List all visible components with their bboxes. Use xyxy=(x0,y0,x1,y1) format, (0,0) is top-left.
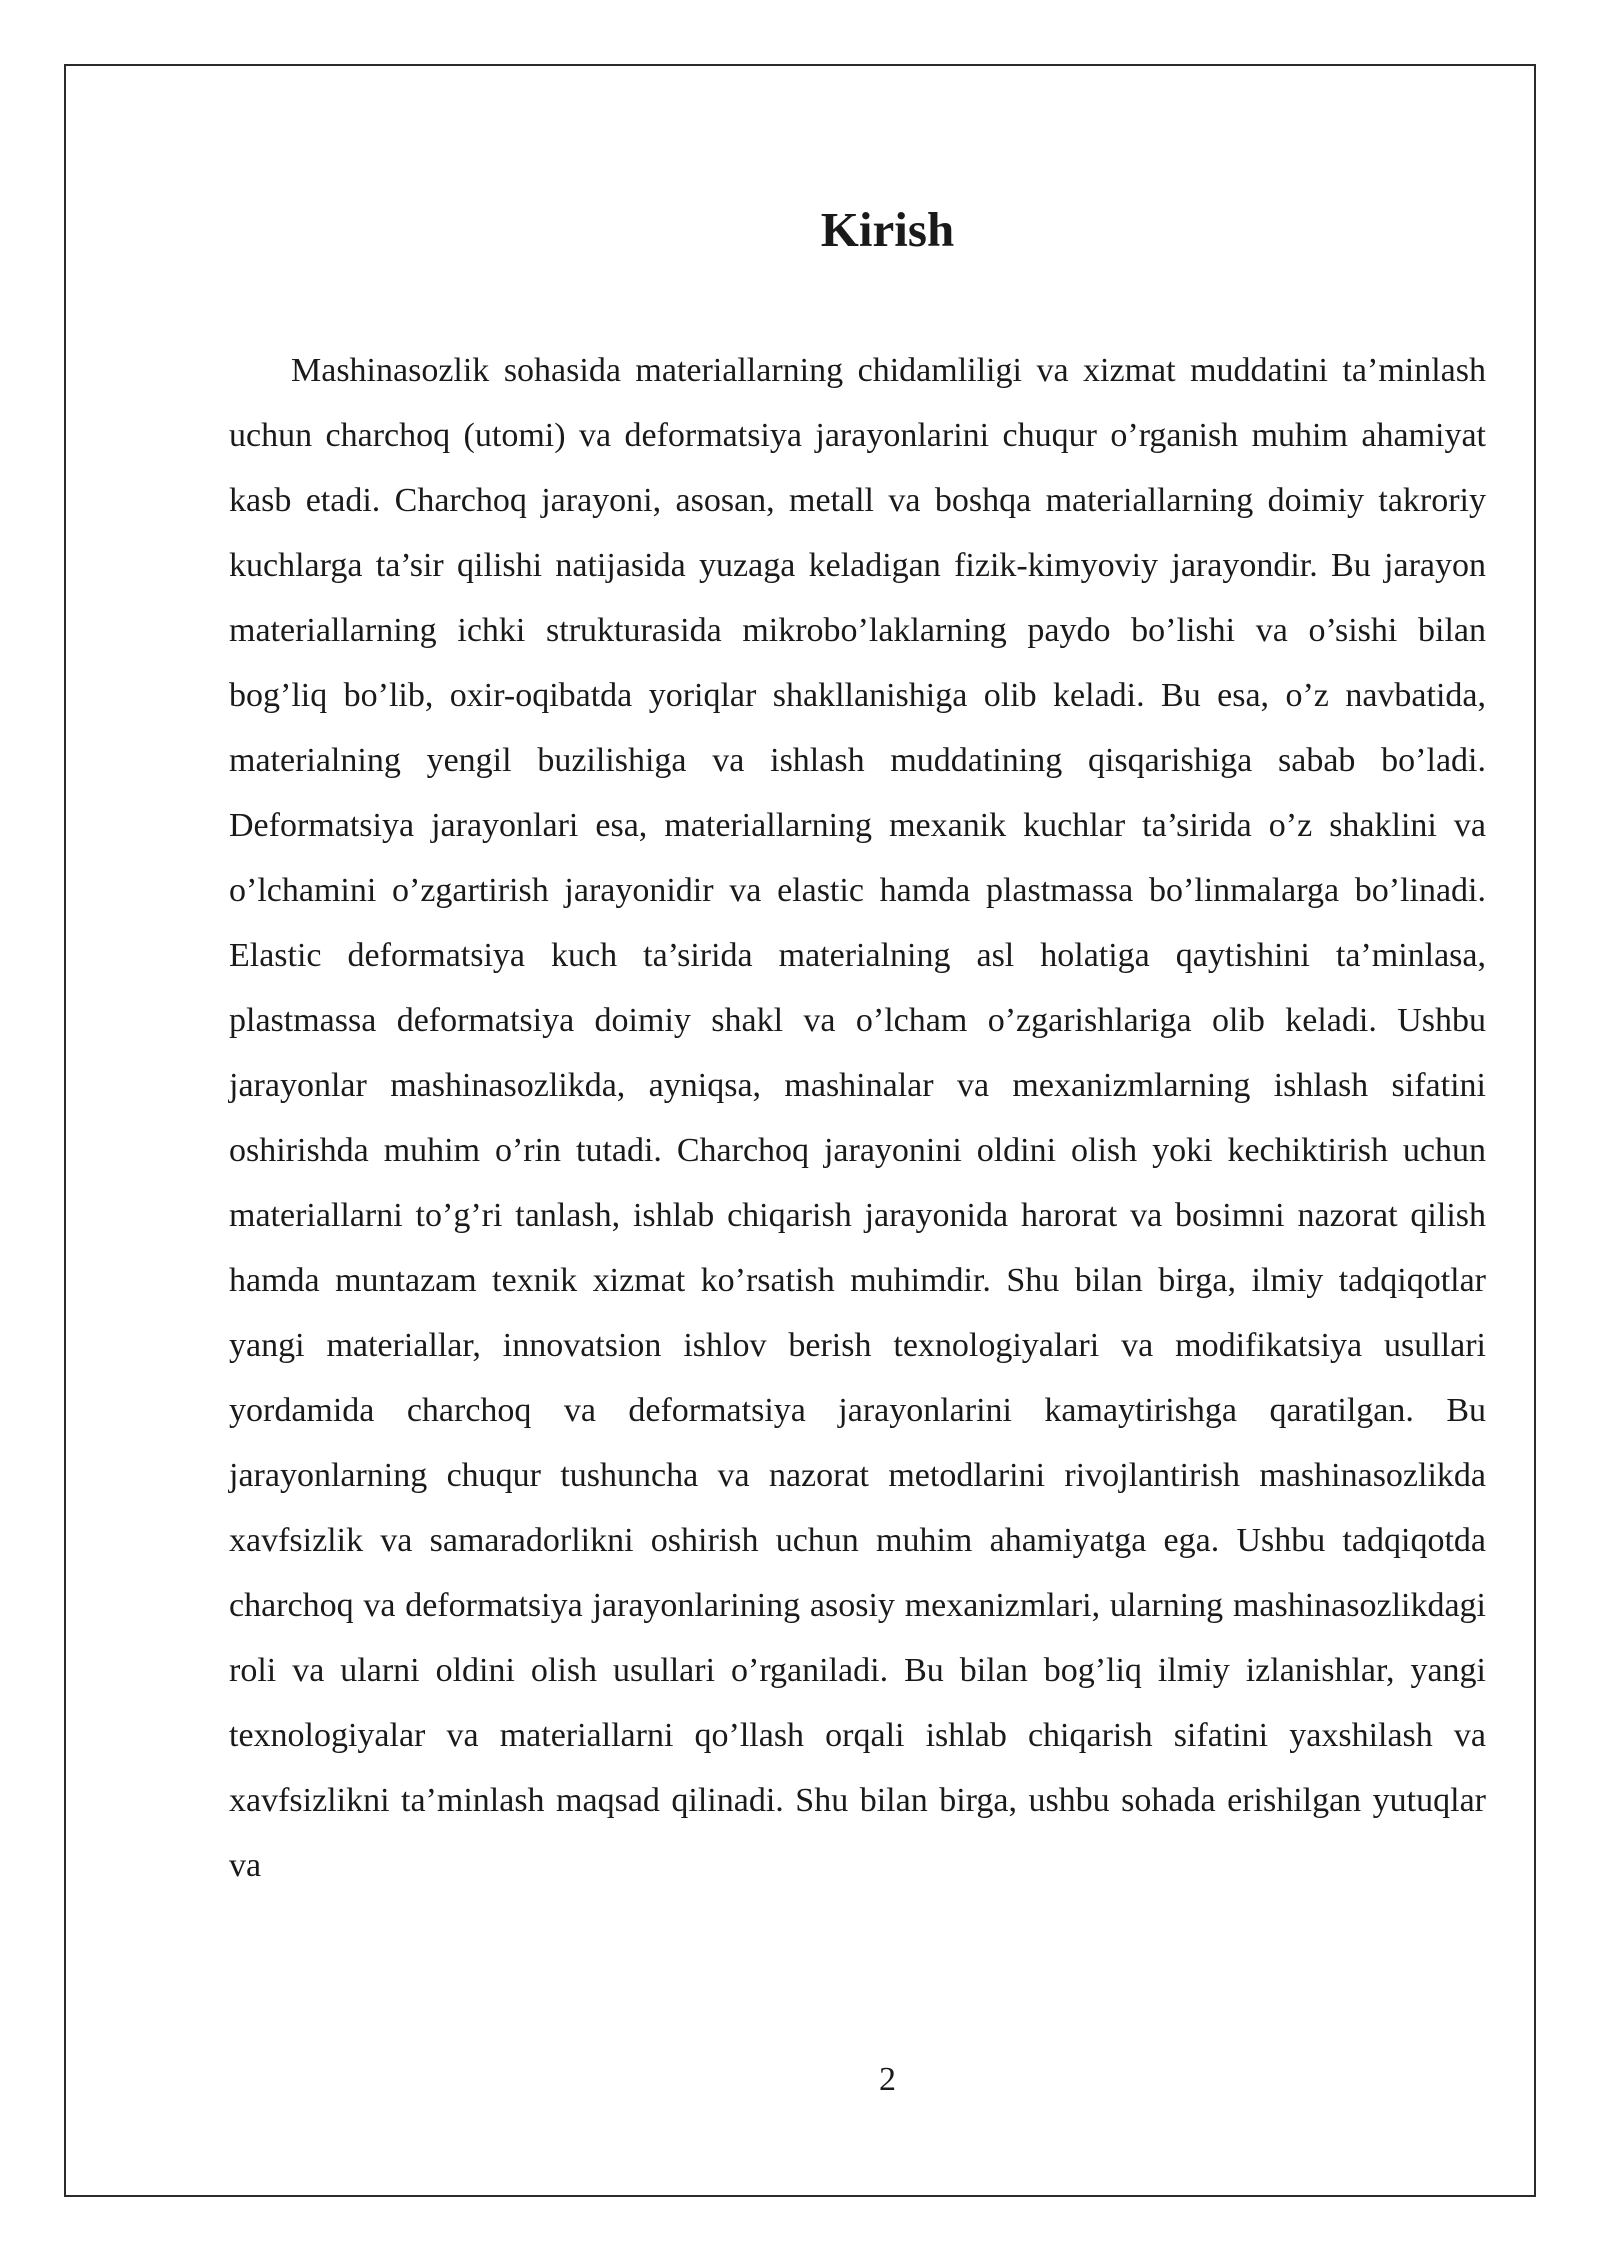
body-paragraph: Mashinasozlik sohasida materiallarning chidamliligi va xizmat muddatini ta’minlash uchun charchoq (utomi) va deformatsiya jarayonlarini chuqur o’rganish muhim ahamiyat kasb etadi. Charchoq jarayoni, asosan, metall va boshqa materiallarning doimiy takroriy kuchlarga ta’sir qilishi natijasida yuzaga keladigan fizik-kimyoviy jarayondir. Bu jarayon materiallarning ichki strukturasida mikrobo’laklarning paydo bo’lishi va o’sishi bilan bog’liq bo’lib, oxir-oqibatda yoriqlar shakllanishiga olib keladi. Bu esa, o’z navbatida, materialning yengil buzilishiga va ishlash muddatining qisqarishiga sabab bo’ladi. Deformatsiya jarayonlari esa, materiallarning mexanik kuchlar ta’sirida o’z shaklini va o’lchamini o’zgartirish jarayonidir va elastic hamda plastmassa bo’linmalarga bo’linadi. Elastic deformatsiya kuch ta’sirida materialning asl holatiga qaytishini ta’minlasa, plastmassa deformatsiya doimiy shakl va o’lcham o’zgarishlariga olib keladi. Ushbu jarayonlar mashinasozlikda, ayniqsa, mashinalar va mexanizmlarning ishlash sifatini oshirishda muhim o’rin tutadi. Charchoq jarayonini oldini olish yoki kechiktirish uchun materiallarni to’g’ri tanlash, ishlab chiqarish jarayonida harorat va bosimni nazorat qilish hamda muntazam texnik xizmat ko’rsatish muhimdir. Shu bilan birga, ilmiy tadqiqotlar yangi materiallar, innovatsion ishlov berish texnologiyalari va modifikatsiya usullari yordamida charchoq va deformatsiya jarayonlarini kamaytirishga qaratilgan. Bu jarayonlarning chuqur tushuncha va nazorat metodlarini rivojlantirish mashinasozlikda xavfsizlik va samaradorlikni oshirish uchun muhim ahamiyatga ega. Ushbu tadqiqotda charchoq va deformatsiya jarayonlarining asosiy mexanizmlari, ularning mashinasozlikdagi roli va ularni oldini olish usullari o’rganiladi. Bu bilan bog’liq ilmiy izlanishlar, yangi texnologiyalar va materiallarni qo’llash orqali ishlab chiqarish sifatini yaxshilash va xavfsizlikni ta’minlash maqsad qilinadi. Shu bilan birga, ushbu sohada erishilgan yutuqlar va xyxy=(229,352,1486,1884)
page-title: Kirish xyxy=(820,202,955,257)
page-number: 2 xyxy=(879,2061,896,2098)
